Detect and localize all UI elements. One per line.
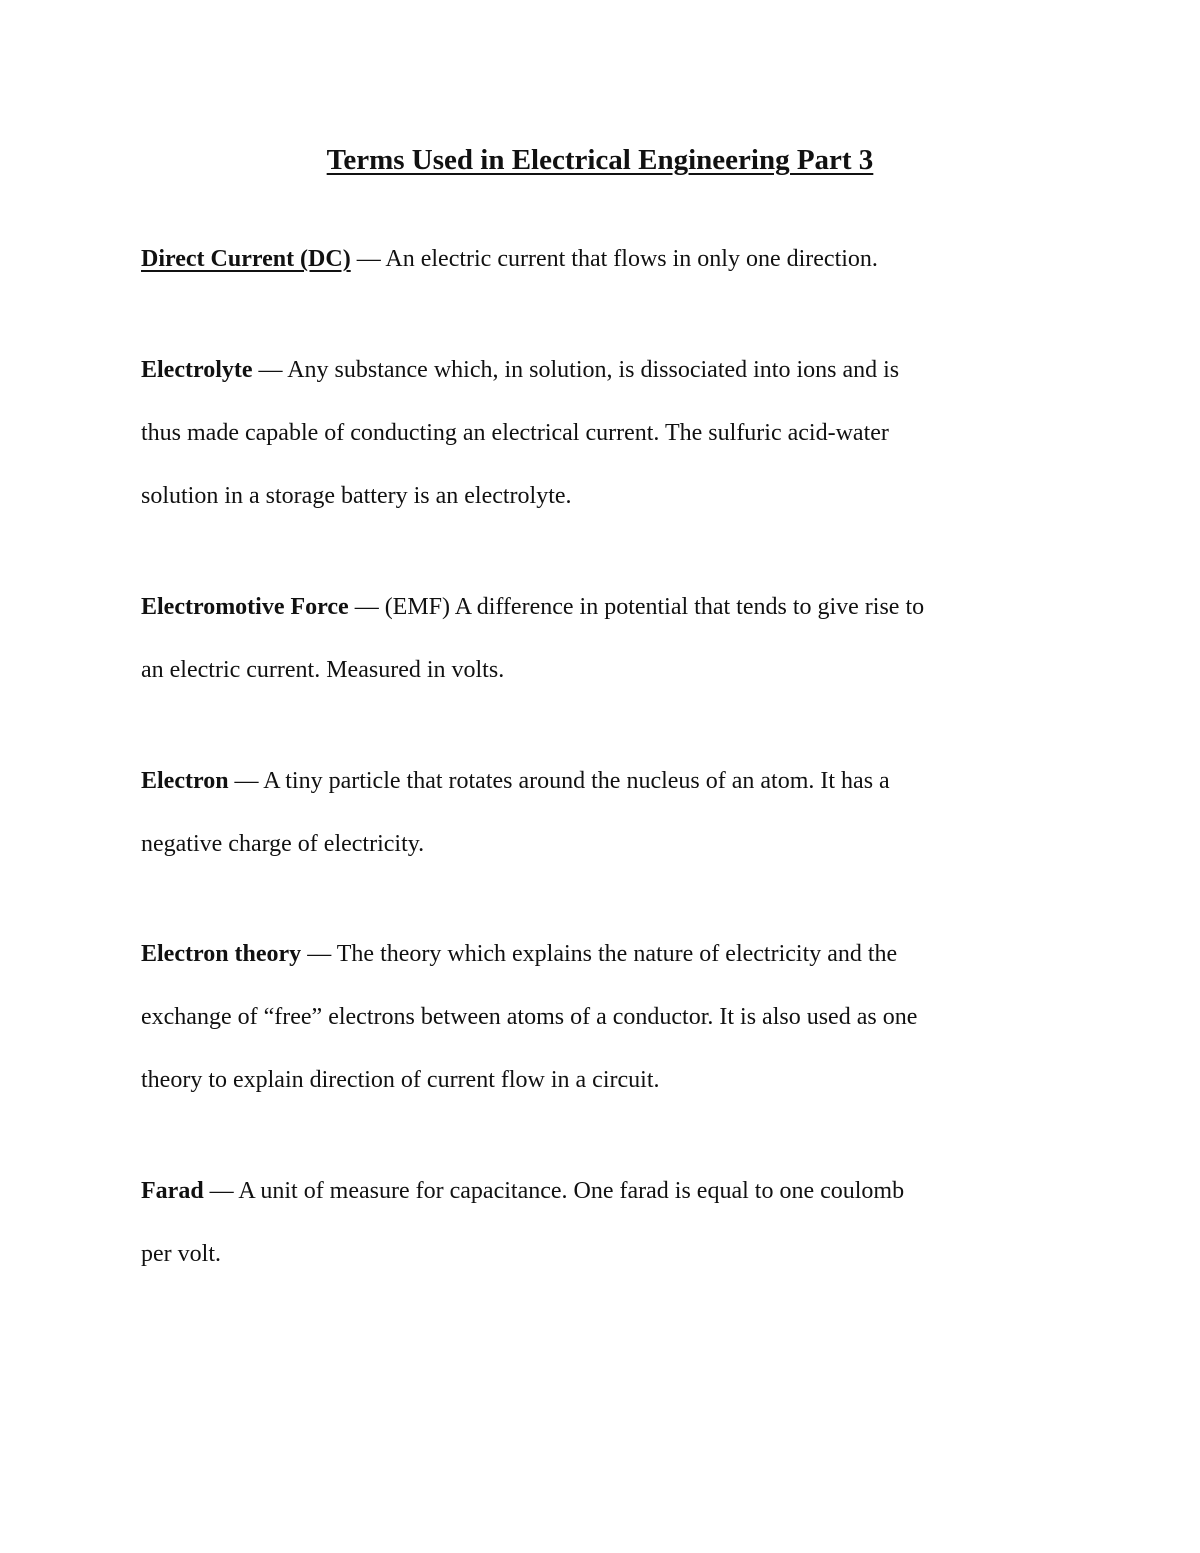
glossary-entry-direct-current: [141, 228, 1061, 291]
entry-line: theory to explain direction of current flow in a circuit.: [141, 1067, 660, 1093]
glossary-term: Direct Current (DC): [141, 246, 351, 272]
glossary-term: Farad: [141, 1178, 204, 1204]
glossary-entry-farad: [141, 1160, 1061, 1286]
glossary-definition: — Any substance which, in solution, is dissociated into ions and is: [258, 357, 900, 383]
entry-line: [141, 339, 1061, 402]
entry-line: [141, 228, 1061, 291]
glossary-entry-electromotive-force: [141, 576, 1061, 702]
entry-line: [141, 750, 1061, 813]
glossary-definition: — A unit of measure for capacitance. One farad is equal to one coulomb: [209, 1178, 905, 1204]
entry-line: solution in a storage battery is an electrolyte.: [141, 483, 572, 509]
glossary-term: Electrolyte: [141, 357, 253, 383]
glossary-definition: — (EMF) A difference in potential that tends to give rise to: [354, 594, 925, 620]
glossary-entry-electron-theory: [141, 923, 1061, 1112]
glossary-definition: — A tiny particle that rotates around the nucleus of an atom. It has a: [234, 768, 890, 794]
glossary-entry-electron: [141, 750, 1061, 876]
glossary-term: Electromotive Force: [141, 594, 349, 620]
glossary-term: Electron: [141, 768, 229, 794]
entry-line: exchange of “free” electrons between atoms of a conductor. It is also used as one: [141, 1004, 918, 1030]
glossary-term: Electron theory: [141, 941, 302, 967]
entry-line: per volt.: [141, 1241, 221, 1267]
document-title: Terms Used in Electrical Engineering Part 3: [326, 144, 874, 176]
glossary-definition: — An electric current that flows in only one direction.: [356, 246, 878, 272]
entry-line: an electric current. Measured in volts.: [141, 657, 505, 683]
entry-line: [141, 1160, 1061, 1223]
glossary-definition: — The theory which explains the nature of electricity and the: [307, 941, 898, 967]
entry-line: [141, 576, 1061, 639]
glossary-entry-electrolyte: [141, 339, 1061, 528]
entry-line: thus made capable of conducting an electrical current. The sulfuric acid-water: [141, 420, 889, 446]
entry-line: negative charge of electricity.: [141, 831, 425, 857]
entry-line: [141, 923, 1061, 986]
